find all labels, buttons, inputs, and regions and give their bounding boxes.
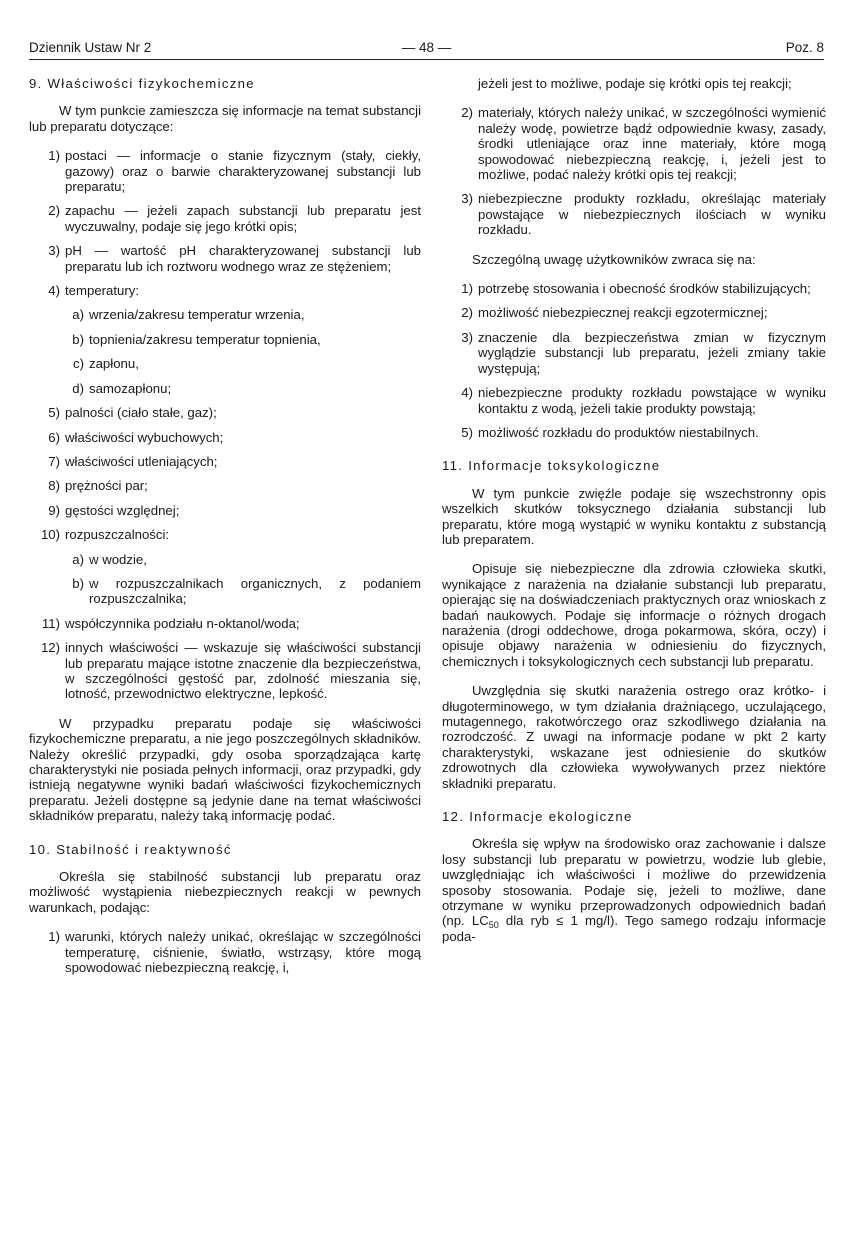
list-item: 1) warunki, których należy unikać, określając w szczególności temperaturę, ciśnienie, światło, wstrząsy, które mogą spowodować niebezpieczną reakcję, i, xyxy=(48,929,421,976)
attention-paragraph: Szczególną uwagę użytkowników zwraca się na: xyxy=(472,251,756,267)
header-rule xyxy=(29,59,824,60)
list-item: 2) możliwość niebezpiecznej reakcji egzotermicznej; xyxy=(461,305,768,321)
section-12-paragraph: Określa się wpływ na środowisko oraz zachowanie i dalsze losy substancji lub preparatu w powietrzu, wodzie lub glebie, uwzględniając ich właściwości i możliwe do przewidzenia sposoby stosowania. Podaje się, jeżeli to możliwe, dane otrzymane w wyniku przeprowadzonych odpowiednich badań (np. $LC_{50}$ dla ryb ≤ 1 mg/l). Tego samego rodzaju informacje poda- xyxy=(442,836,826,944)
list-item: 7) właściwości utleniających; xyxy=(48,453,218,469)
section-11-paragraph-3: Uwzględnia się skutki narażenia ostrego oraz krótko- i długoterminowego, w tym działania drażniącego, uczulającego, mutagennego, rakotwórczego oraz szkodliwego działania na rozrodczość. Z uwagi na informacje podane w pkt 2 karty charakterystyki, wskazane jest odniesienie do skutków zdrowotnych dla człowieka wywoływanych przez niektóre składniki preparatu. xyxy=(442,683,826,791)
left-column xyxy=(29,76,421,984)
journal-title: Dziennik Ustaw Nr 2 xyxy=(29,40,152,55)
list-item: 1) potrzebę stosowania i obecność środków stabilizujących; xyxy=(461,281,811,297)
list-item: 4) niebezpieczne produkty rozkładu powstające w wyniku kontaktu z wodą, jeżeli takie produkty powstają; xyxy=(461,385,826,416)
sub-list-item: b) topnienia/zakresu temperatur topnienia, xyxy=(72,331,321,347)
sub-list-item: a) w wodzie, xyxy=(72,551,147,567)
list-item: 10) rozpuszczalności: xyxy=(40,527,170,543)
list-item: 8) prężności par; xyxy=(48,478,148,494)
list-item: 4) temperatury: xyxy=(48,283,140,299)
list-item: 11) współczynnika podziału n-oktanol/woda; xyxy=(41,615,300,631)
list-item: 2) materiały, których należy unikać, w szczególności wymienić należy wodę, powietrze bądź odpowiednie kwasy, zasady, środki utleniające oraz inne materiały, które mogą spowodować niebezpieczną reakcję, i, jeżeli jest to możliwe, podać należy krótki opis tej reakcji; xyxy=(461,105,826,183)
list-item: 3) niebezpieczne produkty rozkładu, określając materiały powstające w niebezpiecznych ilościach w wyniku rozkładu. xyxy=(461,191,826,238)
sub-list-item: a) wrzenia/zakresu temperatur wrzenia, xyxy=(72,307,305,323)
section-10-title: 10. Stabilność i reaktywność xyxy=(29,841,232,857)
position-number: Poz. 8 xyxy=(785,40,824,55)
list-item: 5) możliwość rozkładu do produktów niestabilnych. xyxy=(461,424,759,440)
list-item: 6) właściwości wybuchowych; xyxy=(48,429,224,445)
page-number: — 48 — xyxy=(401,40,452,55)
section-11-paragraph-2: Opisuje się niebezpieczne dla zdrowia człowieka skutki, wynikające z narażenia na działanie substancji lub preparatu, opierając się na doświadczeniach praktycznych oraz wnioskach z badań naukowych. Podaje się informacje o różnych drogach narażenia (drogi oddechowe, droga pokarmowa, skóra, oczy) i opisuje objawy narażenia w odniesieniu do fizycznych, chemicznych i toksykologicznych cech substancji lub preparatu. xyxy=(442,561,826,669)
list-item: 5) palności (ciało stałe, gaz); xyxy=(48,405,217,421)
section-9-paragraph: W przypadku preparatu podaje się właściwości fizykochemiczne preparatu, a nie jego poszczególnych składników. Należy określić przypadki, gdy osoba sporządzająca kartę charakterystyki nie posiada pełnych informacji, oraz przypadki, gdy istnieją negatywne wyniki badań właściwości fizykochemicznych preparatu. Jeżeli dostępne są jedynie dane na temat właściwości składników preparatu, należy taką informację podać. xyxy=(29,715,421,824)
list-item: 3) pH — wartość pH charakteryzowanej substancji lub preparatu lub ich roztworu wodnego wraz ze stężeniem; xyxy=(48,243,421,274)
list-item: 2) zapachu — jeżeli zapach substancji lub preparatu jest wyczuwalny, podaje się jego krótki opis; xyxy=(48,203,421,234)
section-11-paragraph-1: W tym punkcie zwięźle podaje się wszechstronny opis wszelkich skutków toksycznego działania substancji lub preparatu, które mogą wystąpić w wyniku kontaktu z substancją lub preparatem. xyxy=(442,485,826,547)
sub-list-item: d) samozapłonu; xyxy=(72,380,172,396)
list-item: 3) znaczenie dla bezpieczeństwa zmian w fizycznym wyglądzie substancji lub preparatu, jeżeli zmiany takie występują; xyxy=(461,329,826,376)
page-header xyxy=(29,40,824,60)
section-9-intro: W tym punkcie zamieszcza się informacje na temat substancji lub preparatu dotyczące: xyxy=(29,103,421,134)
right-column xyxy=(442,76,826,958)
section-9-title: 9. Właściwości fizykochemiczne xyxy=(29,76,255,91)
sub-list-item: c) zapłonu, xyxy=(73,356,139,372)
section-10-intro: Określa się stabilność substancji lub preparatu oraz możliwość wystąpienia niebezpiecznych reakcji w pewnych warunkach, podając: xyxy=(29,869,421,915)
list-item: 1) postaci — informacje o stanie fizycznym (stały, ciekły, gazowy) oraz o barwie charakteryzowanej substancji lub preparatu; xyxy=(48,148,421,195)
section-12-title: 12. Informacje ekologiczne xyxy=(442,809,633,825)
subscript-50: 50 xyxy=(488,920,499,931)
list-item: 12) innych właściwości — wskazuje się właściwości substancji lub preparatu mające istotne znaczenie dla bezpieczeństwa, w szczególności gęstość par, zdolność mieszania się, lotność, przewodnictwo elektryczne, lepkość. xyxy=(40,640,421,702)
section-11-title: 11. Informacje toksykologiczne xyxy=(442,458,661,474)
sub-list-item: b) w rozpuszczalnikach organicznych, z podaniem rozpuszczalnika; xyxy=(72,575,421,607)
list-item-continuation: jeżeli jest to możliwe, podaje się krótki opis tej reakcji; xyxy=(478,76,792,91)
list-item: 9) gęstości względnej; xyxy=(48,502,180,518)
